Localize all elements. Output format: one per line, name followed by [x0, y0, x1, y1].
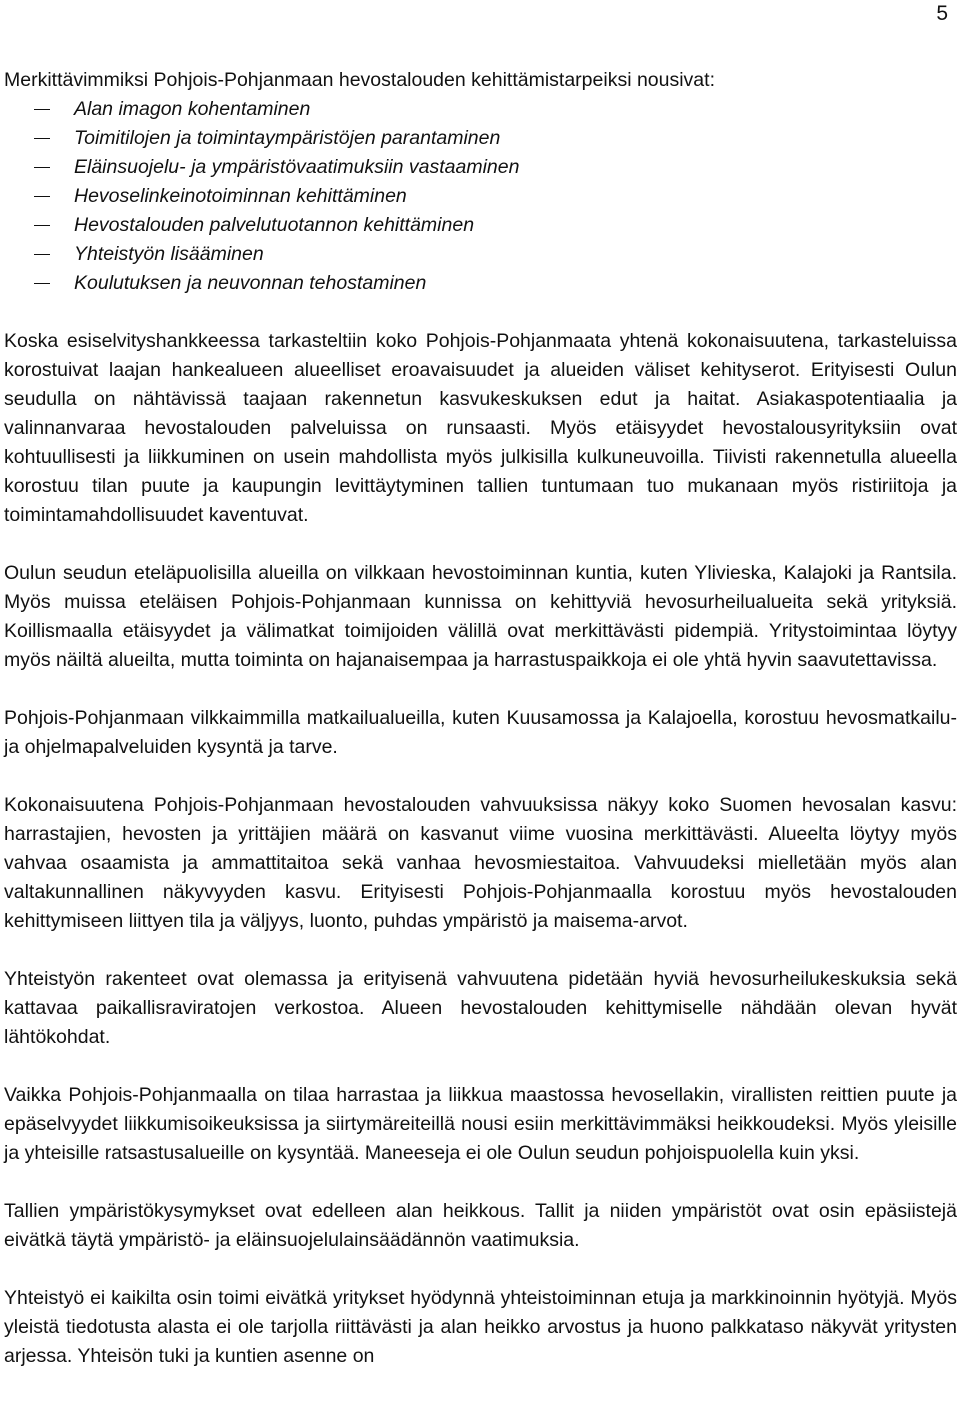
paragraph: Yhteistyö ei kaikilta osin toimi eivätkä yritykset hyödynnä yhteistoiminnan etuja ja markkinoinnin hyötyjä. Myös yleistä tiedotusta alasta ei ole tarjolla riittävästi ja alan heikko arvostus ja huono palkkataso näkyvät yritysten arjessa. Yhteisön tuki ja kuntien asenne on [4, 1287, 957, 1367]
list-item [4, 95, 957, 124]
paragraph: Yhteistyön rakenteet ovat olemassa ja erityisenä vahvuutena pidetään hyviä hevosurheilukeskuksia sekä kattavaa paikallisraviratojen verkostoa. Alueen hevostalouden kehittymiselle nähdään olevan hyvät lähtökohdat. [4, 968, 957, 1048]
list-item-text: Eläinsuojelu- ja ympäristövaatimuksiin vastaaminen [74, 156, 520, 178]
dash-bullet-icon [34, 109, 50, 110]
list-item [4, 269, 957, 298]
dash-bullet-icon [34, 283, 50, 284]
list-item-text: Koulutuksen ja neuvonnan tehostaminen [74, 272, 427, 294]
paragraph: Vaikka Pohjois-Pohjanmaalla on tilaa harrastaa ja liikkua maastossa hevosellakin, virallisten reittien puute ja epäselvyydet liikkumisoikeuksissa ja siirtymäreiteillä nousi esiin merkittävimmäksi heikkoudeksi. Myös yleisille ja yhteisille ratsastusalueille on kysyntää. Maneeseja ei ole Oulun seudun pohjoispuolella kuin yksi. [4, 1084, 957, 1164]
list-item-text: Toimitilojen ja toimintaympäristöjen parantaminen [74, 127, 501, 149]
page-number: 5 [936, 2, 948, 25]
paragraph: Pohjois-Pohjanmaan vilkkaimmilla matkailualueilla, kuten Kuusamossa ja Kalajoella, korostuu hevosmatkailu- ja ohjelmapalveluiden kysyntä ja tarve. [4, 707, 957, 758]
list-item [4, 211, 957, 240]
list-item [4, 153, 957, 182]
dash-bullet-icon [34, 254, 50, 255]
list-item-text: Yhteistyön lisääminen [74, 243, 264, 265]
dash-bullet-icon [34, 196, 50, 197]
list-item [4, 182, 957, 211]
dash-bullet-icon [34, 138, 50, 139]
development-needs-list [4, 95, 957, 298]
paragraph: Oulun seudun eteläpuolisilla alueilla on vilkkaan hevostoiminnan kuntia, kuten Ylivieska, Kalajoki ja Rantsila. Myös muissa eteläisen Pohjois-Pohjanmaan kunnissa on kehittyviä hevosurheilualueita sekä yrityksiä. Koillismaalla etäisyydet ja välimatkat toimijoiden välillä ovat merkittävästi pidempiä. Yritystoimintaa löytyy myös näiltä alueilta, mutta toiminta on hajanaisempaa ja harrastuspaikkoja ei ole yhtä hyvin saavutettavissa. [4, 562, 957, 671]
intro-text: Merkittävimmiksi Pohjois-Pohjanmaan hevostalouden kehittämistarpeiksi nousivat: [4, 69, 715, 91]
dash-bullet-icon [34, 167, 50, 168]
list-item-text: Alan imagon kohentaminen [74, 98, 311, 120]
list-item [4, 124, 957, 153]
paragraph: Tallien ympäristökysymykset ovat edelleen alan heikkous. Tallit ja niiden ympäristöt ovat osin epäsiistejä eivätkä täytä ympäristö- ja eläinsuojelulainsäädännön vaatimuksia. [4, 1200, 957, 1251]
document-body [4, 66, 957, 1371]
list-item-text: Hevoselinkeinotoiminnan kehittäminen [74, 185, 407, 207]
paragraph: Kokonaisuutena Pohjois-Pohjanmaan hevostalouden vahvuuksissa näkyy koko Suomen hevosalan kasvu: harrastajien, hevosten ja yrittäjien määrä on kasvanut viime vuosina merkittävästi. Alueelta löytyy myös vahvaa osaamista ja ammattitaitoa sekä vanhaa hevosmiestaitoa. Vahvuudeksi mielletään myös alan valtakunnallinen näkyvyyden kasvu. Erityisesti Pohjois-Pohjanmaalla korostuu myös hevostalouden kehittymiseen liittyen tila ja väljyys, luonto, puhdas ympäristö ja maisema-arvot. [4, 794, 957, 932]
dash-bullet-icon [34, 225, 50, 226]
paragraph: Koska esiselvityshankkeessa tarkasteltiin koko Pohjois-Pohjanmaata yhtenä kokonaisuutena, tarkasteluissa korostuivat laajan hankealueen alueelliset eroavaisuudet ja alueiden väliset kehityserot. Erityisesti Oulun seudulla on nähtävissä taajaan rakennetun kasvukeskuksen edut ja haitat. Asiakaspotentiaalia ja valinnanvaraa hevostalouden palveluissa on runsaasti. Myös etäisyydet hevostalousyrityksiin ovat kohtuullisesti ja liikkuminen on usein mahdollista myös julkisilla kulkuneuvoilla. Tiivisti rakennetulla alueella korostuu tilan puute ja kaupungin levittäytyminen tallien tuntumaan tuo mukanaan myös ristiriitoja ja toimintamahdollisuudet kaventuvat. [4, 330, 957, 526]
list-item [4, 240, 957, 269]
list-item-text: Hevostalouden palvelutuotannon kehittäminen [74, 214, 475, 236]
